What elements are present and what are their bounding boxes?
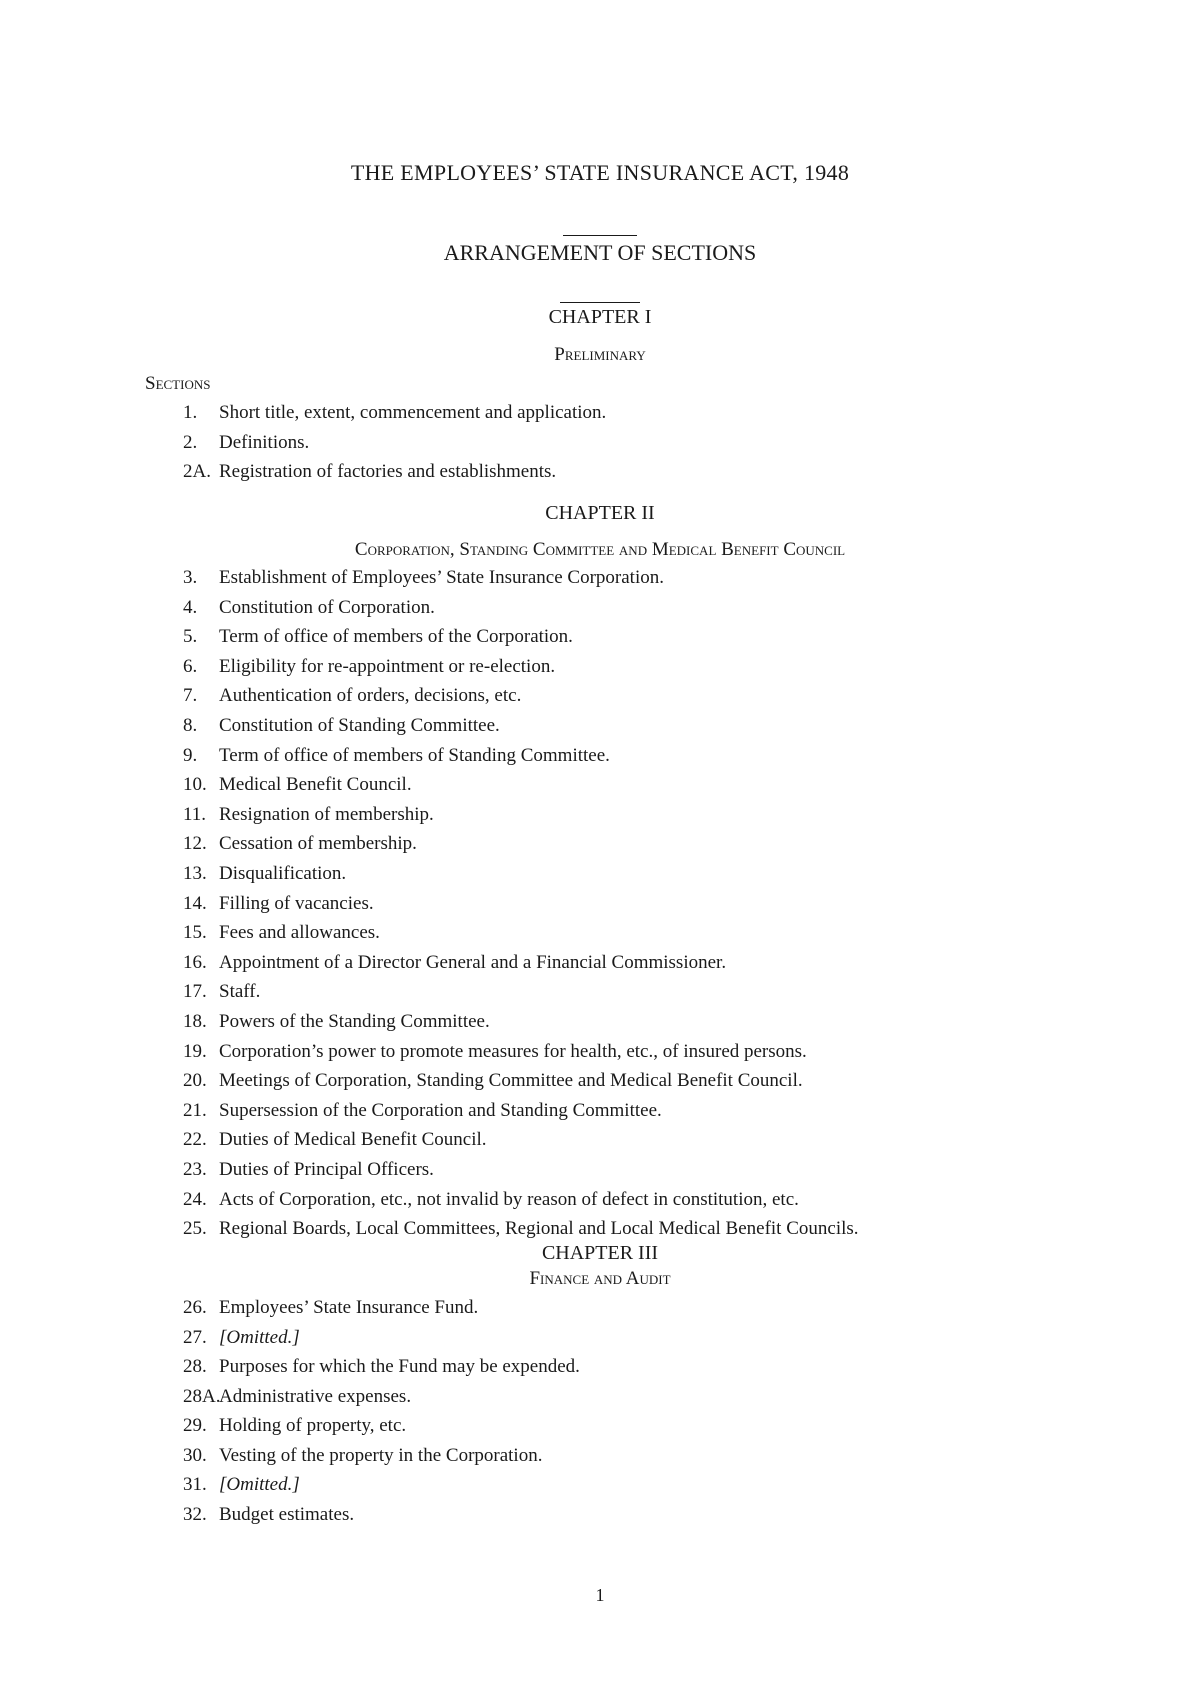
section-number: 6. bbox=[183, 655, 198, 677]
section-number: 11. bbox=[183, 803, 207, 825]
section-entry bbox=[0, 713, 1200, 739]
section-entry bbox=[0, 565, 1200, 591]
section-title: Duties of Principal Officers. bbox=[219, 1159, 434, 1180]
section-number: 2. bbox=[183, 431, 198, 453]
section-entry bbox=[0, 891, 1200, 917]
section-title: Regional Boards, Local Committees, Regional and Local Medical Benefit Councils. bbox=[219, 1218, 859, 1240]
section-entry bbox=[0, 1325, 1200, 1351]
arrangement-heading: ARRANGEMENT OF SECTIONS bbox=[443, 240, 757, 265]
chapter-heading: CHAPTER I bbox=[548, 306, 652, 328]
section-title: Employees’ State Insurance Fund. bbox=[219, 1297, 479, 1318]
section-title: Medical Benefit Council. bbox=[219, 774, 412, 796]
section-entry bbox=[0, 831, 1200, 857]
section-number: 9. bbox=[183, 744, 198, 766]
section-title: Constitution of Corporation. bbox=[219, 596, 435, 618]
section-entry bbox=[0, 1354, 1200, 1380]
chapter-subtitle: Corporation, Standing Committee and Medical Benefit Council bbox=[354, 539, 846, 560]
section-entry bbox=[0, 459, 1200, 485]
section-title: Powers of the Standing Committee. bbox=[219, 1011, 490, 1032]
section-number: 16. bbox=[183, 951, 207, 973]
section-entry bbox=[0, 861, 1200, 887]
section-number: 13. bbox=[183, 863, 207, 884]
section-entry bbox=[0, 400, 1200, 426]
section-number: 7. bbox=[183, 685, 198, 707]
section-number: 17. bbox=[183, 981, 207, 1003]
section-title: [Omitted.] bbox=[219, 1474, 300, 1495]
section-title: Meetings of Corporation, Standing Committee and Medical Benefit Council. bbox=[219, 1070, 803, 1092]
section-number: 29. bbox=[183, 1415, 207, 1436]
section-entry bbox=[0, 1384, 1200, 1410]
section-title: Authentication of orders, decisions, etc. bbox=[219, 685, 522, 707]
section-entry bbox=[0, 624, 1200, 650]
section-number: 12. bbox=[183, 833, 207, 855]
section-entry bbox=[0, 920, 1200, 946]
section-entry bbox=[0, 1127, 1200, 1153]
section-number: 31. bbox=[183, 1474, 207, 1495]
section-entry bbox=[0, 1472, 1200, 1498]
section-entry bbox=[0, 1009, 1200, 1035]
section-number: 28. bbox=[183, 1356, 207, 1377]
section-title: Acts of Corporation, etc., not invalid by reason of defect in constitution, etc. bbox=[219, 1188, 799, 1210]
section-title: Appointment of a Director General and a Financial Commissioner. bbox=[219, 951, 727, 973]
section-entry bbox=[0, 1187, 1200, 1213]
section-title: Disqualification. bbox=[219, 863, 347, 884]
section-title: Administrative expenses. bbox=[219, 1385, 412, 1407]
section-number: 26. bbox=[183, 1297, 207, 1318]
chapter-subtitle: Finance and Audit bbox=[529, 1268, 671, 1289]
section-title: Supersession of the Corporation and Standing Committee. bbox=[219, 1099, 662, 1121]
section-entry bbox=[0, 743, 1200, 769]
section-number: 28A. bbox=[183, 1385, 221, 1407]
section-title: Vesting of the property in the Corporation. bbox=[219, 1444, 543, 1466]
section-number: 3. bbox=[183, 567, 198, 588]
section-number: 27. bbox=[183, 1326, 207, 1348]
section-title: Eligibility for re-appointment or re-election. bbox=[219, 655, 556, 677]
section-title: Filling of vacancies. bbox=[219, 892, 374, 914]
section-number: 22. bbox=[183, 1129, 207, 1151]
chapter-heading: CHAPTER III bbox=[541, 1242, 659, 1264]
section-number: 24. bbox=[183, 1188, 207, 1210]
section-entry bbox=[0, 1413, 1200, 1439]
section-entry bbox=[0, 595, 1200, 621]
section-number: 2A. bbox=[183, 461, 211, 482]
section-number: 32. bbox=[183, 1503, 207, 1525]
divider-rule bbox=[0, 223, 1200, 241]
section-title: Budget estimates. bbox=[219, 1503, 355, 1525]
section-number: 5. bbox=[183, 626, 198, 648]
section-number: 20. bbox=[183, 1070, 207, 1092]
section-entry bbox=[0, 1098, 1200, 1124]
section-title: Corporation’s power to promote measures for health, etc., of insured persons. bbox=[219, 1040, 807, 1062]
section-entry bbox=[0, 683, 1200, 709]
page-number: 1 bbox=[595, 1585, 605, 1605]
section-title: Short title, extent, commencement and application. bbox=[219, 402, 607, 423]
section-title: Duties of Medical Benefit Council. bbox=[219, 1129, 487, 1151]
section-title: Term of office of members of Standing Committee. bbox=[219, 744, 610, 766]
section-entry bbox=[0, 1443, 1200, 1469]
section-title: Purposes for which the Fund may be expended. bbox=[219, 1356, 580, 1377]
chapter-heading: CHAPTER II bbox=[545, 502, 655, 524]
chapter-subtitle: Preliminary bbox=[554, 344, 646, 365]
section-entry bbox=[0, 1068, 1200, 1094]
section-title: Term of office of members of the Corporation. bbox=[219, 626, 573, 648]
section-entry bbox=[0, 654, 1200, 680]
sections-label: Sections bbox=[145, 373, 211, 394]
section-title: Cessation of membership. bbox=[219, 833, 417, 855]
section-title: Holding of property, etc. bbox=[219, 1415, 407, 1436]
section-number: 14. bbox=[183, 892, 207, 914]
section-title: Establishment of Employees’ State Insurance Corporation. bbox=[219, 567, 664, 588]
section-number: 30. bbox=[183, 1444, 207, 1466]
section-title: Constitution of Standing Committee. bbox=[219, 715, 500, 736]
section-title: [Omitted.] bbox=[219, 1326, 300, 1348]
section-entry bbox=[0, 950, 1200, 976]
section-number: 18. bbox=[183, 1011, 207, 1032]
section-number: 8. bbox=[183, 715, 198, 736]
section-entry bbox=[0, 802, 1200, 828]
act-title: THE EMPLOYEES’ STATE INSURANCE ACT, 1948 bbox=[350, 160, 850, 185]
section-entry bbox=[0, 1295, 1200, 1321]
section-number: 23. bbox=[183, 1159, 207, 1180]
section-number: 19. bbox=[183, 1040, 207, 1062]
section-entry bbox=[0, 1157, 1200, 1183]
section-number: 15. bbox=[183, 922, 207, 944]
section-title: Resignation of membership. bbox=[219, 803, 434, 825]
section-title: Staff. bbox=[219, 981, 261, 1003]
section-entry bbox=[0, 979, 1200, 1005]
section-number: 1. bbox=[183, 402, 198, 423]
section-title: Fees and allowances. bbox=[219, 922, 380, 944]
section-entry bbox=[0, 430, 1200, 456]
section-number: 25. bbox=[183, 1218, 207, 1240]
section-number: 10. bbox=[183, 774, 207, 796]
section-number: 4. bbox=[183, 596, 198, 618]
section-entry bbox=[0, 772, 1200, 798]
section-title: Definitions. bbox=[219, 431, 310, 453]
section-number: 21. bbox=[183, 1099, 207, 1121]
section-entry bbox=[0, 1039, 1200, 1065]
section-title: Registration of factories and establishments. bbox=[219, 461, 557, 482]
section-entry bbox=[0, 1502, 1200, 1528]
section-entry bbox=[0, 1216, 1200, 1242]
